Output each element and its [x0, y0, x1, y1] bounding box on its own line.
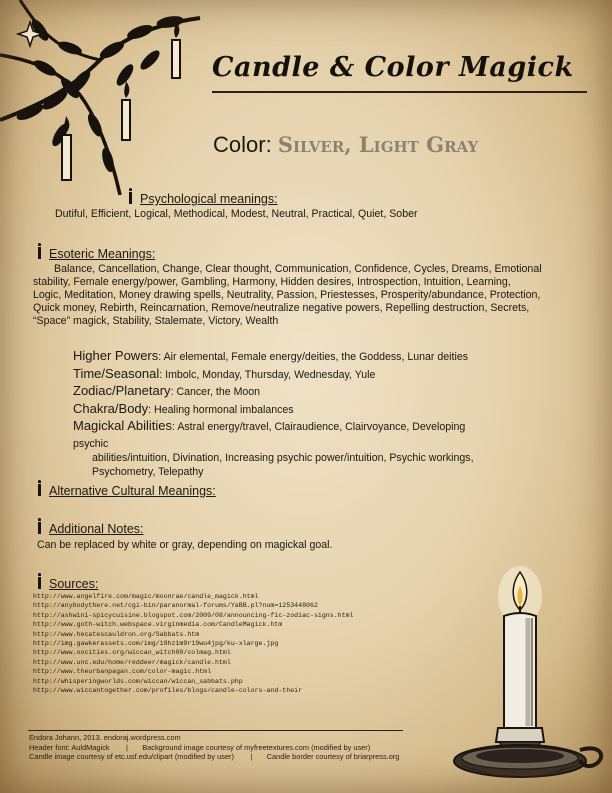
esoteric-line: “Space” magick, Stability, Stalemate, Victory, Wealth: [33, 315, 279, 327]
candle-bullet-icon: [38, 522, 41, 534]
correspondence-row: Time/Seasonal: Imbolc, Monday, Thursday, Wednesday, Yule: [73, 365, 376, 381]
page-title: Candle & Color Magick: [212, 52, 574, 83]
footer-credit: Header font: AuldMagick | Background image courtesy of myfreetextures.com (modified by user): [29, 742, 371, 752]
magickal-continuation: abilities/intuition, Divination, Increasing psychic power/intuition, Psychic workings,: [92, 452, 474, 464]
footer-credit: Candle image courtesy of etc.usf.edu/clipart (modified by user) | Candle border courtesy of briarpress.org: [29, 752, 400, 762]
esoteric-line: Logic, Meditation, Money drawing spells, Neutrality, Passion, Priestesses, Prosperity/abundance, Protection,: [33, 289, 541, 301]
source-link[interactable]: http://www.theurbanpagan.com/color-magic.html: [33, 668, 212, 676]
sources-list: [33, 592, 503, 695]
source-link[interactable]: http://img.gawkerassets.com/img/18hz1m9r19wu4jpg/ku-xlarge.jpg: [33, 640, 279, 648]
notes-heading-text: Additional Notes:: [49, 522, 144, 536]
esoteric-heading: [38, 247, 155, 261]
esoteric-text: [33, 263, 593, 328]
color-heading: [213, 132, 478, 158]
source-link[interactable]: http://whisperingworlds.com/wiccan/wiccan_sabbats.php: [33, 677, 243, 685]
source-link[interactable]: http://anybodythere.net/cgi-bin/paranormal-forums/YaBB.pl?num=1253448062: [33, 602, 318, 610]
candle-bullet-icon: [129, 192, 132, 204]
source-link[interactable]: http://www.goth-witch.webspace.virginmedia.com/CandleMagick.htm: [33, 621, 283, 629]
color-label: Color:: [213, 132, 272, 157]
footer-credit: Endora Johann, 2013. endoraj.wordpress.com: [29, 733, 181, 742]
correspondence-row: Zodiac/Planetary: Cancer, the Moon: [73, 383, 261, 398]
notes-heading: [38, 522, 144, 536]
sources-heading-text: Sources:: [49, 577, 99, 591]
esoteric-heading-text: Esoteric Meanings:: [49, 247, 156, 261]
footer: [29, 733, 399, 762]
correspondence-row: Magickal Abilities: Astral energy/travel, Clairaudience, Clairvoyance, Developing psychic: [73, 418, 466, 450]
notes-text: Can be replaced by white or gray, depending on magickal goal.: [37, 539, 333, 551]
holly-candle-corner-icon: [0, 0, 210, 195]
source-link[interactable]: http://www.angelfire.com/magic/moonrae/candle_magick.html: [33, 593, 259, 600]
source-link[interactable]: http://www.unc.edu/home/reddeer/magick/candle.html: [33, 658, 231, 666]
color-value: Silver, Light Gray: [277, 132, 479, 157]
psychological-text: Dutiful, Efficient, Logical, Methodical, Modest, Neutral, Practical, Quiet, Sober: [55, 208, 418, 220]
source-link[interactable]: http://ashwini-spicycuisine.blogspot.com/2009/08/announcing-fic-zodiac-signs.html: [33, 611, 354, 619]
source-link[interactable]: http://www.wiccantogether.com/profiles/blogs/candle-colors-and-their: [33, 687, 303, 695]
correspondence-row: Higher Powers: Air elemental, Female energy/deities, the Goddess, Lunar deities: [73, 348, 469, 363]
candle-illustration: [452, 556, 612, 793]
esoteric-line: Balance, Cancellation, Change, Clear thought, Communication, Confidence, Cycles, Dreams, Emotional: [54, 263, 542, 275]
psychological-heading: [129, 192, 278, 206]
title-divider: [212, 91, 587, 93]
candle-bullet-icon: [38, 247, 41, 259]
esoteric-line: Quick money, Rebirth, Reincarnation, Remove/neutralize negative powers, Repelling destruction, Secrets,: [33, 302, 530, 314]
correspondences-list: [73, 348, 493, 479]
source-link[interactable]: http://www.oocities.org/wiccan_witch00/colmag.html: [33, 649, 231, 657]
sources-heading: [38, 577, 98, 591]
alternative-heading-text: Alternative Cultural Meanings:: [49, 484, 216, 498]
alternative-heading: [38, 484, 216, 498]
esoteric-line: stability, Female energy/power, Gambling, Harmony, Hidden desires, Introspection, Intuition, Learning,: [33, 276, 511, 288]
candle-bullet-icon: [38, 577, 41, 589]
source-link[interactable]: http://www.hecatescauldron.org/Sabbats.htm: [33, 630, 200, 638]
footer-divider: [28, 730, 403, 731]
psychological-heading-text: Psychological meanings:: [140, 192, 278, 206]
correspondence-row: Chakra/Body: Healing hormonal imbalances: [73, 400, 294, 416]
magickal-continuation: Psychometry, Telepathy: [92, 465, 204, 478]
candle-bullet-icon: [38, 484, 41, 496]
